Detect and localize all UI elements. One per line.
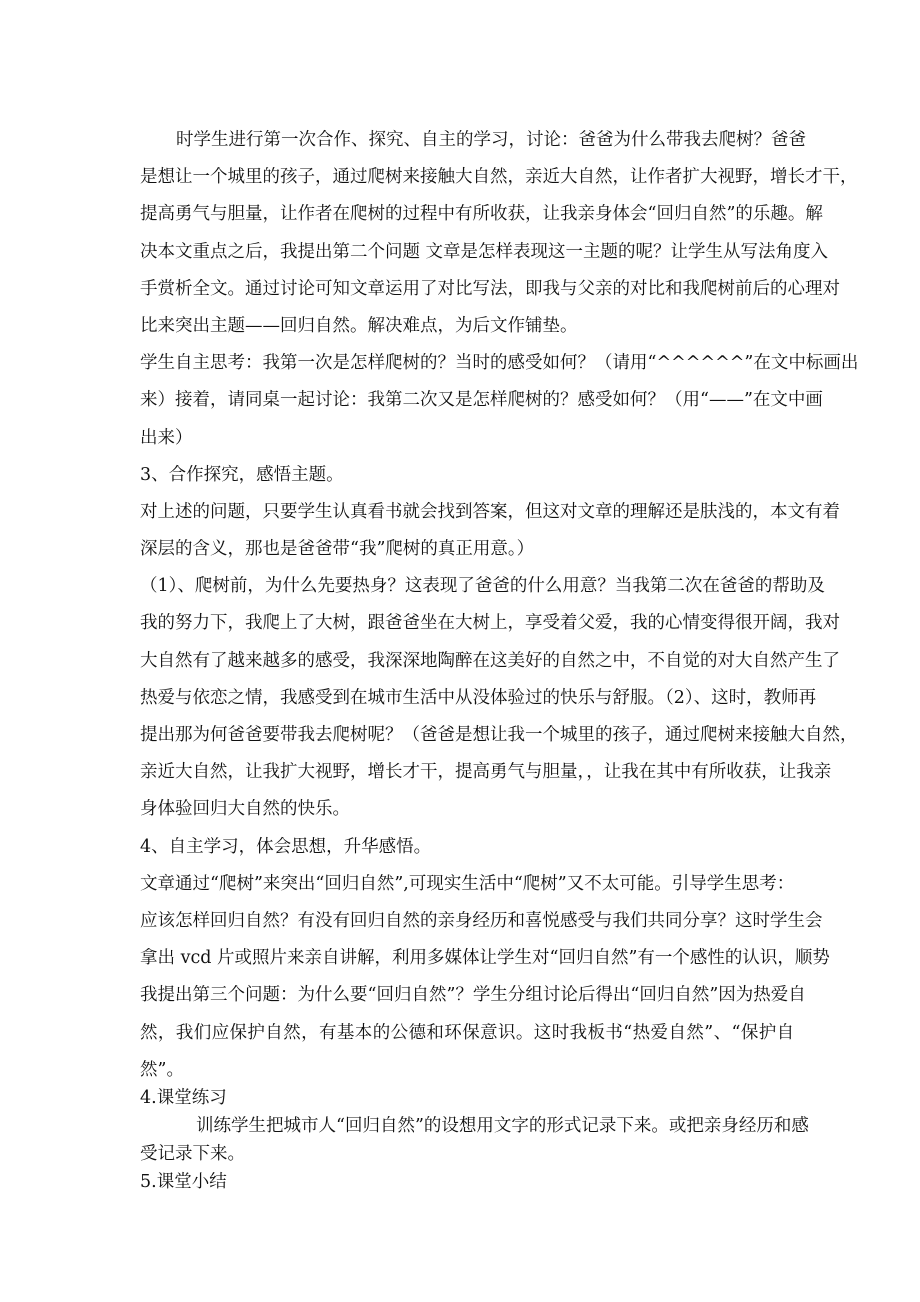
text-line: 大自然有了越来越多的感受，我深深地陶醉在这美好的自然之中，不自觉的对大自然产生了 <box>140 650 840 671</box>
text-line: 文章通过“爬树”来突出“回归自然”,可现实生活中“爬树”又不太可能。引导学生思考： <box>140 873 795 894</box>
section-heading-4: 4、自主学习，体会思想，升华感悟。 <box>140 836 432 857</box>
text-line: 学生自主思考：我第一次是怎样爬树的？当时的感受如何？（请用“^^^^^^”在文中标画出 <box>140 353 859 374</box>
text-line: 手赏析全文。通过讨论可知文章运用了对比写法，即我与父亲的对比和我爬树前后的心理对 <box>140 278 840 299</box>
text-line: 提出那为何爸爸要带我去爬树呢？（爸爸是想让我一个城里的孩子，通过爬树来接触大自然， <box>140 725 858 745</box>
section-heading-summary: 5.课堂小结 <box>140 1171 227 1192</box>
text-line: 深层的含义，那也是爸爸带“我”爬树的真正用意。） <box>140 539 535 560</box>
text-line: （1）、爬树前，为什么先要热身？这表现了爸爸的什么用意？当我第二次在爸爸的帮助及 <box>140 576 825 597</box>
paragraph-self-thinking <box>140 349 859 461</box>
text-line: 是想让一个城里的孩子，通过爬树来接触大自然，亲近大自然，让作者扩大视野，增长才干， <box>140 167 858 188</box>
text-line: 对上述的问题，只要学生认真看书就会找到答案，但这对文章的理解还是肤浅的，本文有着 <box>140 501 840 522</box>
paragraph-discussion <box>140 126 858 349</box>
text-line: 决本文重点之后，我提出第二个问题 文章是怎样表现这一主题的呢？让学生从写法角度入 <box>140 241 829 262</box>
section-heading-3: 3、合作探究，感悟主题。 <box>140 464 344 485</box>
section-heading-practice: 4.课堂练习 <box>140 1087 227 1108</box>
text-line: 出来） <box>140 427 193 448</box>
text-line: 拿出 vcd 片或照片来亲自讲解，利用多媒体让学生对“回归自然”有一个感性的认识，顺势 <box>140 948 830 969</box>
paragraph-practice <box>140 1112 809 1168</box>
paragraph-questions <box>140 498 840 572</box>
text-line: 亲近大自然，让我扩大视野，增长才干，提高勇气与胆量，，让我在其中有所收获，让我亲 <box>140 762 832 783</box>
text-line: 我的努力下，我爬上了大树，跟爸爸坐在大树上，享受着父爱，我的心情变得很开阔，我对 <box>140 613 840 634</box>
paragraph-return-nature <box>140 870 830 1084</box>
text-line: 训练学生把城市人“回归自然”的设想用文字的形式记录下来。或把亲身经历和感 <box>196 1115 809 1136</box>
text-line: 热爱与依恋之情，我感受到在城市生活中从没体验过的快乐与舒服。（2）、这时，教师再 <box>140 687 817 708</box>
text-line: 提高勇气与胆量，让作者在爬树的过程中有所收获，让我亲身体会“回归自然”的乐趣。解 <box>140 204 823 225</box>
paragraph-climbing <box>140 572 858 832</box>
text-line: 我提出第三个问题：为什么要“回归自然”？学生分组讨论后得出“回归自然”因为热爱自 <box>140 985 806 1006</box>
text-line: 然”。 <box>140 1059 184 1080</box>
document-page <box>140 126 859 1196</box>
text-line: 然，我们应保护自然，有基本的公德和环保意识。这时我板书“热爱自然”、“保护自 <box>140 1022 795 1043</box>
text-line: 来）接着，请同桌一起讨论：我第二次又是怎样爬树的？感受如何？（用“——”在文中画 <box>140 390 823 411</box>
text-line: 身体验回归大自然的快乐。 <box>140 799 350 820</box>
text-line: 应该怎样回归自然？有没有回归自然的亲身经历和喜悦感受与我们共同分享？这时学生会 <box>140 910 823 931</box>
text-line: 受记录下来。 <box>140 1143 245 1164</box>
text-line: 时学生进行第一次合作、探究、自主的学习，讨论：爸爸为什么带我去爬树？爸爸 <box>176 130 806 150</box>
text-line: 比来突出主题——回归自然。解决难点，为后文作铺垫。 <box>140 315 578 336</box>
